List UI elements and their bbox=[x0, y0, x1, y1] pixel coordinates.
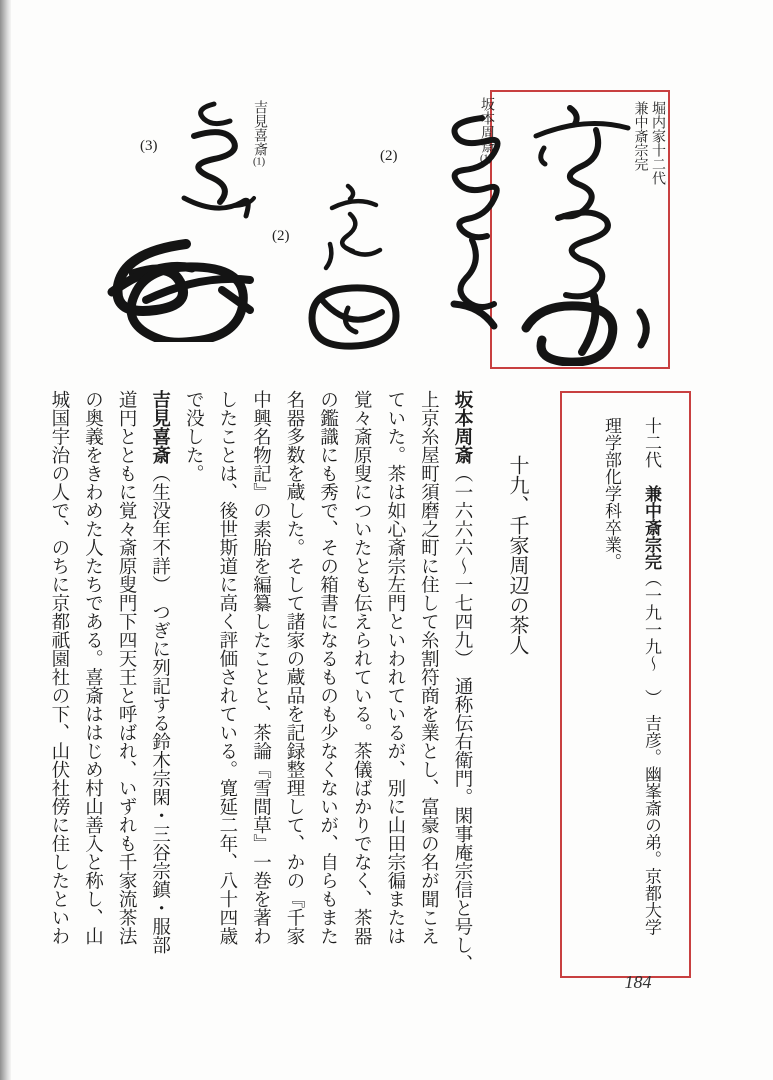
text-column: 兼中斎宗完 bbox=[632, 101, 648, 171]
text-column: 上京糸屋町須磨之町に住して糸割符商を業とし、富豪の名が聞こえ bbox=[418, 390, 439, 945]
page-scan-edge bbox=[0, 0, 11, 1080]
text-column: で没した。 bbox=[183, 390, 204, 483]
text-column: の奥義をきわめた人たちである。喜斎ははじめ村山善入と称し、山 bbox=[82, 390, 103, 945]
section-heading: 十九、千家周辺の茶人 bbox=[506, 455, 528, 655]
body-text bbox=[36, 390, 478, 982]
marker-2-left: (2) bbox=[272, 228, 290, 244]
text-column: 城国宇治の人で、のちに京都祇園社の下、山伏社傍に住したといわ bbox=[48, 390, 69, 945]
text-column: 十二代 兼中斎宗完（一九一九〜 ） 吉彦。幽峯斎の弟。京都大学 bbox=[642, 417, 661, 936]
text-column: したことは、後世斯道に高く評価されている。寛延二年、八十四歳 bbox=[216, 390, 237, 945]
text-column: 吉見喜斎（生没年不詳） つぎに列記する鈴木宗閑・三谷宗鎮・服部 bbox=[149, 390, 170, 955]
calligraphy-sakamoto-signature bbox=[398, 108, 538, 340]
text-column: 理学部化学科卒業。 bbox=[602, 417, 621, 570]
label-sakamoto-name: 坂本周斎 bbox=[479, 97, 494, 153]
calligraphy-souden-kao bbox=[290, 178, 412, 360]
text-column: 道円とともに覚々斎原叟門下四天王と呼ばれ、いずれも千家流茶法 bbox=[116, 390, 137, 945]
text-column: の鑑識にも秀で、その箱書になるものも少なくないが、自らもまた bbox=[317, 390, 338, 945]
text-column: 覚々斎原叟についたとも伝えられている。茶儀ばかりでなく、茶器 bbox=[351, 390, 372, 945]
label-yoshimi-name: 吉見喜斎 bbox=[252, 100, 267, 156]
marker-2-right: (2) bbox=[380, 148, 398, 164]
text-column: ていた。茶は如心斎宗左門といわれているが、別に山田宗徧または bbox=[384, 390, 405, 945]
calligraphy-yoshimi-signature-kao bbox=[66, 94, 278, 342]
marker-3: (3) bbox=[140, 138, 158, 154]
label-yoshimi-number: (1) bbox=[252, 156, 266, 167]
text-column: 中興名物記』の素胎を編纂したことと、茶論『雪間草』一巻を著わ bbox=[250, 390, 271, 945]
text-column: 名器多数を蔵した。そして諸家の蔵品を記録整理して、かの『千家 bbox=[284, 390, 305, 945]
page-number: 184 bbox=[624, 972, 652, 992]
label-sakamoto-number: (1) bbox=[479, 153, 493, 164]
text-column: 坂本周斎（一六六六〜一七四九） 通称伝右衛門。閑事庵宗信と号し、 bbox=[452, 390, 472, 973]
text-column: 堀内家十二代 bbox=[650, 101, 665, 185]
lineage-intro-text bbox=[560, 391, 691, 978]
